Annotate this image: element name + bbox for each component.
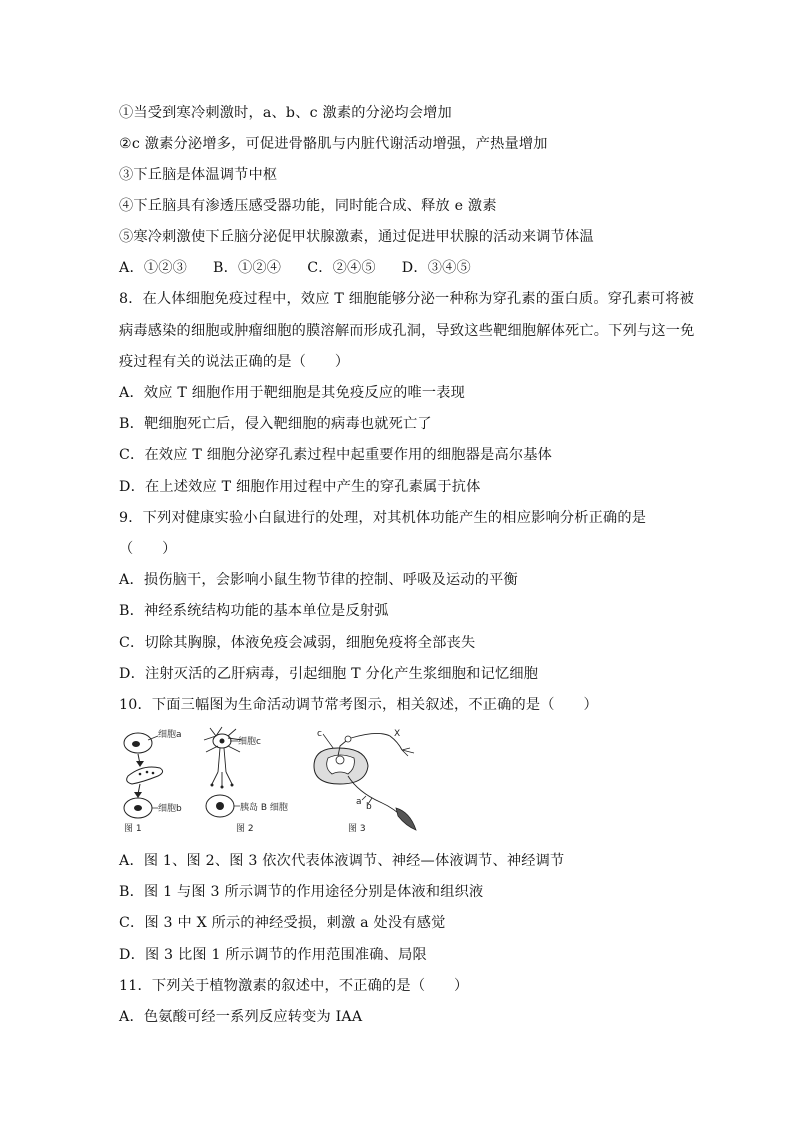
q7-option-b[interactable]: B．①②④: [213, 260, 282, 276]
q10-option-d[interactable]: D．图 3 比图 1 所示调节的作用范围准确、局限: [119, 947, 427, 963]
q10-option-a[interactable]: A．图 1、图 2、图 3 依次代表体液调节、神经—体液调节、神经调节: [119, 853, 565, 869]
label-c: c: [317, 729, 322, 739]
muscle-shape: [396, 808, 416, 830]
q9-option-d[interactable]: D．注射灭活的乙肝病毒，引起细胞 T 分化产生浆细胞和记忆细胞: [119, 666, 539, 682]
statement-3: ③下丘脑是体温调节中枢: [119, 167, 278, 183]
label-fig-3: 图 3: [348, 824, 366, 834]
label-b: b: [366, 802, 372, 812]
label-cell-b: 细胞b: [158, 804, 182, 814]
q10-option-b[interactable]: B．图 1 与图 3 所示调节的作用途径分别是体液和组织液: [119, 884, 484, 900]
q7-option-d[interactable]: D．③④⑤: [401, 260, 471, 276]
q8-stem-line-2: 病毒感染的细胞或肿瘤细胞的膜溶解而形成孔洞，导致这些靶细胞解体死亡。下列与这一免: [119, 323, 695, 339]
label-x: X: [394, 729, 401, 739]
label-fig-1: 图 1: [124, 824, 142, 834]
q10-stem: 10．下面三幅图为生命活动调节常考图示，相关叙述，不正确的是（ ）: [119, 697, 598, 713]
q8-option-c[interactable]: C．在效应 T 细胞分泌穿孔素过程中起重要作用的细胞器是高尔基体: [119, 447, 552, 463]
q11-option-a[interactable]: A．色氨酸可经一系列反应转变为 IAA: [119, 1009, 363, 1025]
q7-options: [119, 259, 497, 277]
label-cell-c: 细胞c: [238, 737, 261, 747]
q8-option-d[interactable]: D．在上述效应 T 细胞作用过程中产生的穿孔素属于抗体: [119, 479, 481, 495]
q9-option-a[interactable]: A．损伤脑干，会影响小鼠生物节律的控制、呼吸及运动的平衡: [119, 572, 518, 588]
q9-stem-line-1: 9．下列对健康实验小白鼠进行的处理，对其机体功能产生的相应影响分析正确的是: [119, 510, 647, 526]
q9-option-c[interactable]: C．切除其胸腺，体液免疫会减弱，细胞免疫将全部丧失: [119, 635, 476, 651]
q7-option-a[interactable]: A．①②③: [119, 260, 187, 276]
statement-2: ②c 激素分泌增多，可促进骨骼肌与内脏代谢活动增强，产热量增加: [119, 136, 548, 152]
label-a: a: [356, 797, 362, 807]
q10-figure: [118, 726, 438, 836]
statement-5: ⑤寒冷刺激使下丘脑分泌促甲状腺激素，通过促进甲状腺的活动来调节体温: [119, 229, 594, 245]
statement-1: ①当受到寒冷刺激时，a、b、c 激素的分泌均会增加: [119, 105, 452, 121]
label-islet-b: 胰岛 B 细胞: [240, 803, 288, 813]
q10-option-c[interactable]: C．图 3 中 X 所示的神经受损，刺激 a 处没有感觉: [119, 915, 446, 931]
q8-stem-line-1: 8．在人体细胞免疫过程中，效应 T 细胞能够分泌一种称为穿孔素的蛋白质。穿孔素可将被: [119, 291, 695, 307]
q8-stem-line-3: 疫过程有关的说法正确的是（ ）: [119, 354, 350, 370]
q9-stem-line-2: （ ）: [119, 541, 177, 557]
q7-option-c[interactable]: C．②④⑤: [307, 260, 376, 276]
q11-stem: 11．下列关于植物激素的叙述中，不正确的是（ ）: [119, 978, 469, 994]
q9-option-b[interactable]: B．神经系统结构功能的基本单位是反射弧: [119, 603, 389, 619]
q8-option-a[interactable]: A．效应 T 细胞作用于靶细胞是其免疫反应的唯一表现: [119, 385, 466, 401]
label-fig-2: 图 2: [236, 824, 254, 834]
statement-4: ④下丘脑具有渗透压感受器功能，同时能合成、释放 e 激素: [119, 198, 497, 214]
label-cell-a: 细胞a: [158, 730, 182, 740]
q8-option-b[interactable]: B．靶细胞死亡后，侵入靶细胞的病毒也就死亡了: [119, 416, 432, 432]
blood-vessel-shape: [127, 767, 163, 784]
